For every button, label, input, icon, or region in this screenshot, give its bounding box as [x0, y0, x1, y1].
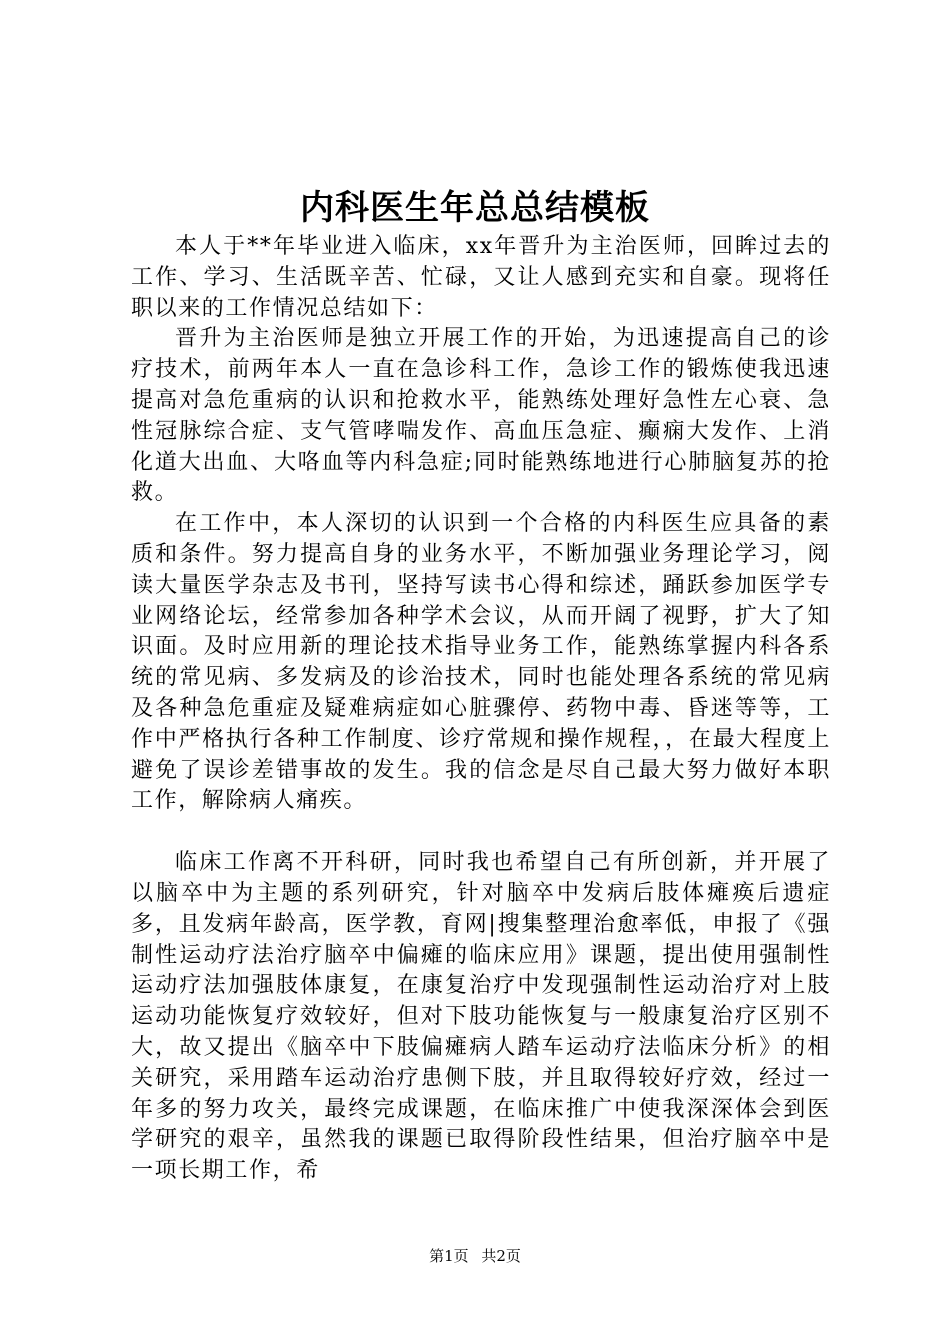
document-body — [131, 232, 831, 1187]
page-number: 第1页 — [429, 1247, 469, 1265]
paragraph-emergency-work: 晋升为主治医师是独立开展工作的开始，为迅速提高自己的诊疗技术，前两年本人一直在急诊科工作，急诊工作的锻炼使我迅速提高对急危重病的认识和抢救水平，能熟练处理好急性左心衰、急性冠脉综合症、支气管哮喘发作、高血压急症、癫痫大发作、上消化道大出血、大咯血等内科急症;同时能熟练地进行心肺脑复苏的抢救。 — [131, 326, 831, 506]
paragraph-professional-growth: 在工作中，本人深切的认识到一个合格的内科医生应具备的素质和条件。努力提高自身的业务水平，不断加强业务理论学习，阅读大量医学杂志及书刊，坚持写读书心得和综述，踊跃参加医学专业网络论坛，经常参加各种学术会议，从而开阔了视野，扩大了知识面。及时应用新的理论技术指导业务工作，能熟练掌握内科各系统的常见病、多发病及的诊治技术，同时也能处理各系统的常见病及各种急危重症及疑难病症如心脏骤停、药物中毒、昏迷等等，工作中严格执行各种工作制度、诊疗常规和操作规程，，在最大程度上避免了误诊差错事故的发生。我的信念是尽自己最大努力做好本职工作，解除病人痛疾。 — [131, 511, 831, 814]
paragraph-intro: 本人于**年毕业进入临床，xx年晋升为主治医师，回眸过去的工作、学习、生活既辛苦、忙碌，又让人感到充实和自豪。现将任职以来的工作情况总结如下： — [131, 234, 831, 321]
page-total: 共2页 — [481, 1247, 521, 1265]
document-title: 内科医生年总总结模板 — [300, 188, 650, 228]
page-footer — [0, 1245, 950, 1267]
paragraph-spacer — [131, 817, 831, 848]
paragraph-research: 临床工作离不开科研，同时我也希望自己有所创新，并开展了以脑卒中为主题的系列研究，针对脑卒中发病后肢体瘫痪后遗症多，且发病年龄高，医学教，育网|搜集整理治愈率低，申报了《强制性运动疗法治疗脑卒中偏瘫的临床应用》课题，提出使用强制性运动疗法加强肢体康复，在康复治疗中发现强制性运动治疗对上肢运动功能恢复疗效较好，但对下肢功能恢复与一般康复治疗区别不大，故又提出《脑卒中下肢偏瘫病人踏车运动疗法临床分析》的相关研究，采用踏车运动治疗患侧下肢，并且取得较好疗效，经过一年多的努力攻关，最终完成课题，在临床推广中使我深深体会到医学研究的艰辛，虽然我的课题已取得阶段性结果，但治疗脑卒中是一项长期工作，希 — [131, 850, 831, 1184]
